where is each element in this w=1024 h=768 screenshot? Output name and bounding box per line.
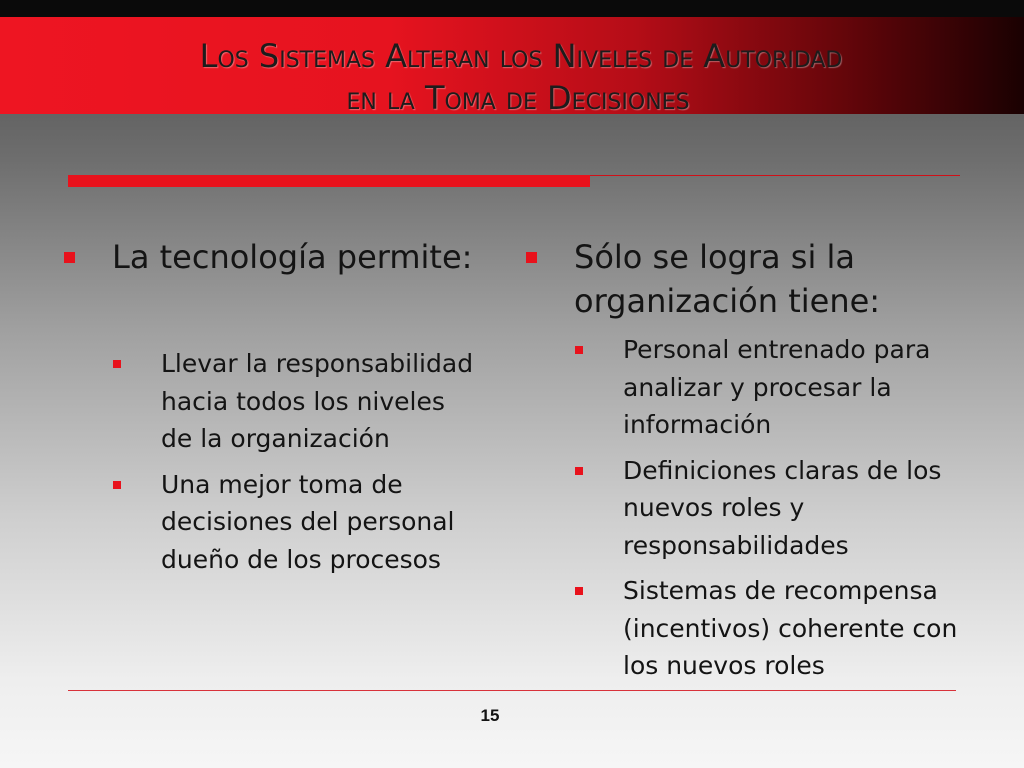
accent-bar [68,175,590,187]
right-list-item [522,452,972,565]
top-strip [0,0,1024,17]
square-bullet-icon [575,467,583,475]
footer-line [68,690,956,691]
page-number: 15 [480,706,500,725]
square-bullet-icon [113,481,121,489]
square-bullet-icon [575,587,583,595]
title-line-1: Los Sistemas Alteran los Niveles de Autoridad [199,37,843,75]
square-bullet-icon [64,252,75,263]
square-bullet-icon [113,360,121,368]
left-heading-item [60,235,480,279]
title-line-2: en la Toma de Decisiones [346,79,690,117]
right-item-text: Definiciones claras de los nuevos roles y responsabilidades [623,455,942,560]
left-list-item [60,345,480,458]
right-item-text: Personal entrenado para analizar y procesar la información [623,335,931,439]
left-column [60,235,480,578]
right-heading-item [522,235,972,323]
square-bullet-icon [575,346,583,354]
left-item-text: Una mejor toma de decisiones del personal dueño de los procesos [161,469,455,574]
right-column [522,235,972,685]
accent-line [590,175,960,176]
right-list-item [522,331,972,444]
left-list-item [60,466,480,579]
right-list-item [522,572,972,685]
slide-title [0,35,1024,119]
square-bullet-icon [526,252,537,263]
right-heading: Sólo se logra si la organización tiene: [574,238,881,320]
left-item-text: Llevar la responsabilidad hacia todos los niveles de la organización [161,349,474,453]
left-heading: La tecnología permite: [112,238,473,276]
right-item-text: Sistemas de recompensa (incentivos) coherente con los nuevos roles [623,576,958,680]
